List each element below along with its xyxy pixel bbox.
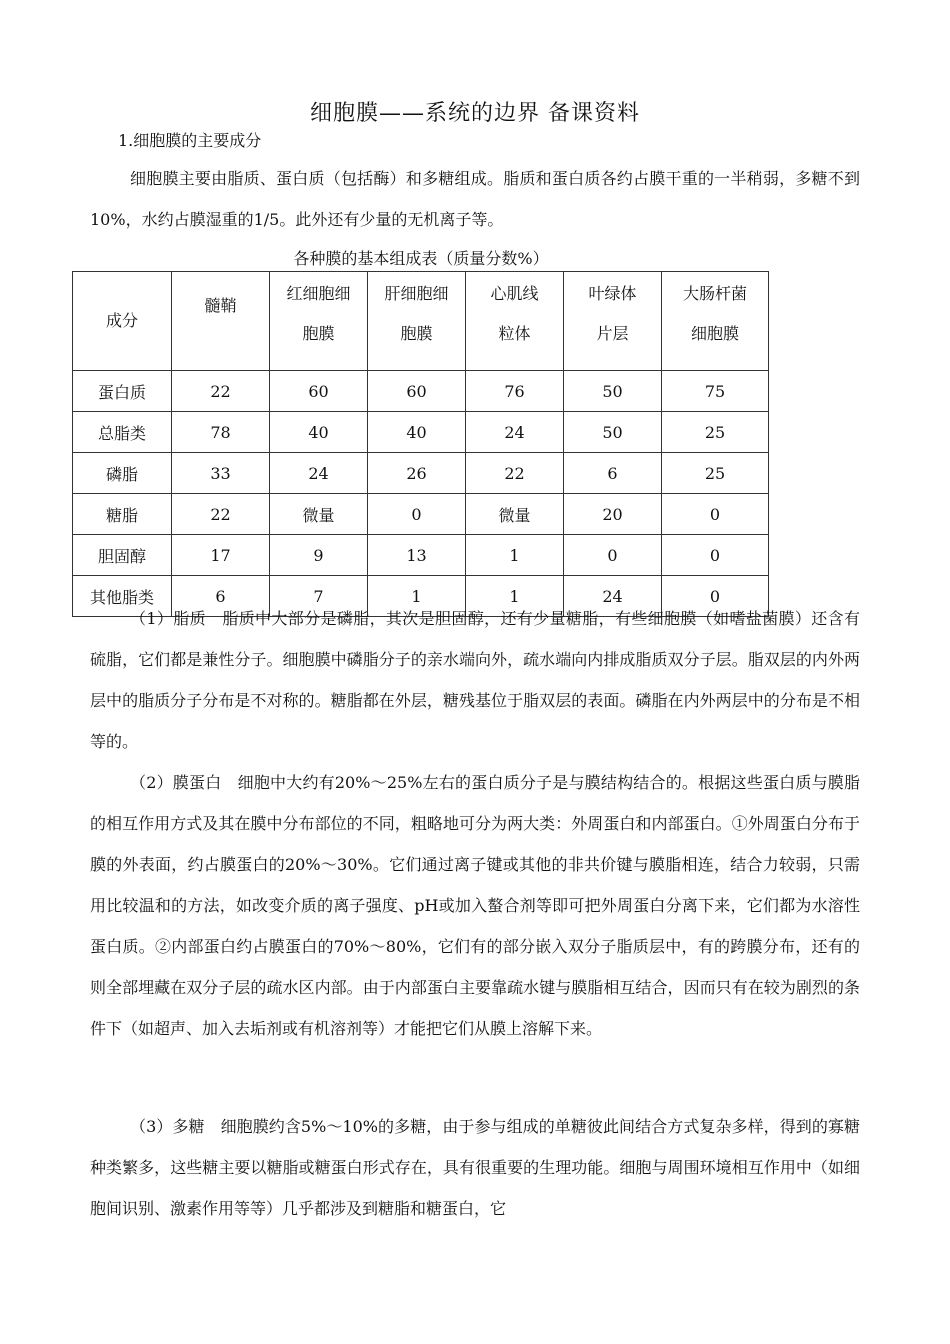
table-caption: 各种膜的基本组成表（质量分数%） [293,249,549,268]
table-cell: 60 [270,371,368,412]
header-line: 红细胞细 [286,284,351,303]
table-header-cell [270,272,368,371]
table-cell: 24 [466,412,564,453]
table-cell: 微量 [270,494,368,535]
header-line: 胞膜 [302,324,335,343]
table-cell: 0 [564,535,662,576]
header-line: 髓鞘 [204,296,237,315]
intro-paragraph: 细胞膜主要由脂质、蛋白质（包括酶）和多糖组成。脂质和蛋白质各约占膜干重的一半稍弱，多糖不到10%，水约占膜湿重的1/5。此外还有少量的无机离子等。 [90,169,860,229]
table-cell: 1 [368,576,466,617]
table-header-cell [368,272,466,371]
table-header-cell [73,272,172,371]
table-cell: 6 [172,576,270,617]
table-header-row [73,272,769,371]
table-cell: 0 [368,494,466,535]
table-cell: 0 [662,535,769,576]
table-cell: 22 [466,453,564,494]
table-cell: 蛋白质 [73,371,172,412]
header-line: 肝细胞细 [384,284,449,303]
table-cell: 总脂类 [73,412,172,453]
table-row [73,371,769,412]
table-cell: 40 [270,412,368,453]
table-cell: 78 [172,412,270,453]
table-cell: 1 [466,535,564,576]
table-cell: 17 [172,535,270,576]
polysaccharide-paragraph: （3）多糖 细胞膜约含5%～10%的多糖，由于参与组成的单糖彼此间结合方式复杂多样，得到的寡糖种类繁多，这些糖主要以糖脂或糖蛋白形式存在，具有很重要的生理功能。细胞与周围环境相互作用中（如细胞间识别、激素作用等等）几乎都涉及到糖脂和糖蛋白，它 [90,1117,860,1218]
table-cell: 6 [564,453,662,494]
table-cell: 糖脂 [73,494,172,535]
table-row [73,535,769,576]
table-cell: 1 [466,576,564,617]
table-cell: 25 [662,453,769,494]
table-cell: 26 [368,453,466,494]
table-header-cell [172,272,270,371]
header-line: 大肠杆菌 [682,284,747,303]
document-title: 细胞膜——系统的边界 备课资料 [310,101,640,126]
table-cell: 33 [172,453,270,494]
table-cell: 50 [564,412,662,453]
table-cell: 22 [172,371,270,412]
table-cell: 9 [270,535,368,576]
membrane-composition-table [72,271,769,617]
table-cell: 60 [368,371,466,412]
table-cell: 50 [564,371,662,412]
table-header-cell [662,272,769,371]
table-header-cell [466,272,564,371]
table-row [73,494,769,535]
table-cell: 75 [662,371,769,412]
table-header-cell [564,272,662,371]
table-row [73,453,769,494]
table-cell: 微量 [466,494,564,535]
table-cell: 24 [564,576,662,617]
table-cell: 22 [172,494,270,535]
table-cell: 20 [564,494,662,535]
header-line: 细胞膜 [690,324,739,343]
table-cell: 胆固醇 [73,535,172,576]
table-cell: 0 [662,494,769,535]
table-cell: 其他脂类 [73,576,172,617]
table-cell: 13 [368,535,466,576]
header-line: 片层 [596,324,629,343]
table-cell: 磷脂 [73,453,172,494]
header-line: 成分 [105,311,138,330]
membrane-protein-paragraph: （2）膜蛋白 细胞中大约有20%～25%左右的蛋白质分子是与膜结构结合的。根据这些蛋白质与膜脂的相互作用方式及其在膜中分布部位的不同，粗略地可分为两大类：外周蛋白和内部蛋白。①外周蛋白分布于膜的外表面，约占膜蛋白的20%～30%。它们通过离子键或其他的非共价键与膜脂相连，结合力较弱，只需用比较温和的方法，如改变介质的离子强度、pH或加入螯合剂等即可把外周蛋白分离下来，它们都为水溶性蛋白质。②内部蛋白约占膜蛋白的70%～80%，它们有的部分嵌入双分子脂质层中，有的跨膜分布，还有的则全部埋藏在双分子层的疏水区内部。由于内部蛋白主要靠疏水键与膜脂相互结合，因而只有在较为剧烈的条件下（如超声、加入去垢剂或有机溶剂等）才能把它们从膜上溶解下来。 [90,773,860,1038]
header-line: 心肌线 [490,284,539,303]
table-cell: 7 [270,576,368,617]
table-cell: 40 [368,412,466,453]
lipid-paragraph: （1）脂质 脂质中大部分是磷脂，其次是胆固醇，还有少量糖脂，有些细胞膜（如嗜盐菌膜）还含有硫脂，它们都是兼性分子。细胞膜中磷脂分子的亲水端向外，疏水端向内排成脂质双分子层。脂双层的内外两层中的脂质分子分布是不对称的。糖脂都在外层，糖残基位于脂双层的表面。磷脂在内外两层中的分布是不相等的。 [90,609,860,751]
header-line: 胞膜 [400,324,433,343]
header-line: 叶绿体 [588,284,637,303]
section-heading: 1.细胞膜的主要成分 [118,131,262,150]
header-line: 粒体 [498,324,531,343]
table-cell: 76 [466,371,564,412]
table-cell: 24 [270,453,368,494]
table-cell: 25 [662,412,769,453]
table-cell: 0 [662,576,769,617]
table-row [73,412,769,453]
